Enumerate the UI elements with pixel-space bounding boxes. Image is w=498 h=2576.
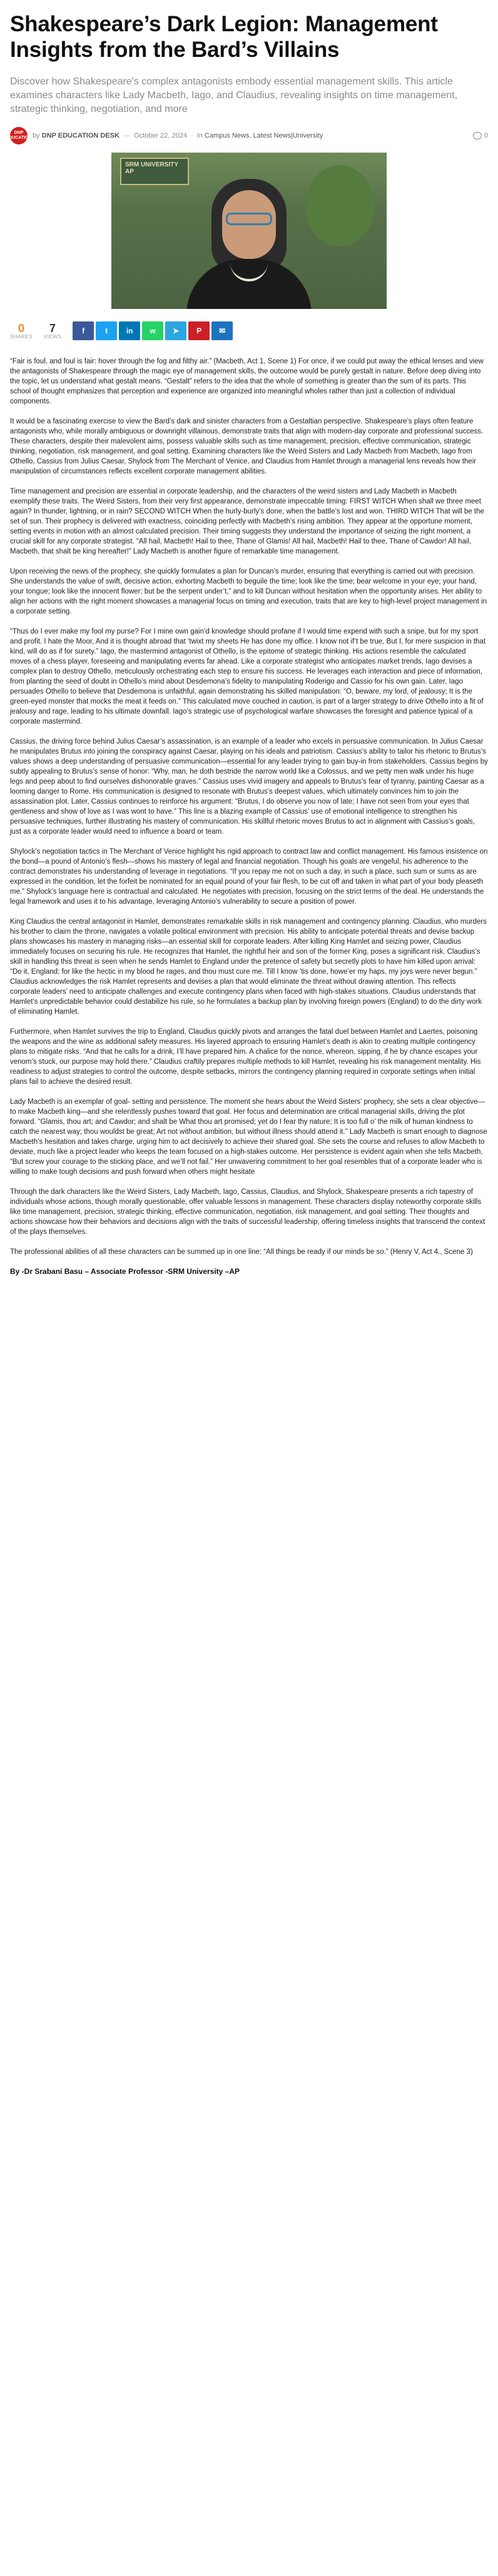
article-paragraph: Cassius, the driving force behind Julius Caesar’s assassination, is an example of a leader who excels in persuasive communication. In Julius Caesar he manipulates Brutus into joining the conspiracy against Caesar, playing on his ideals and patriotism. Cassius’s ability to tailor his rhetoric to Brutus’s values shows a deep understanding of persuasive communication—essential for any leader trying to gain buy-in from stakeholders. Cassius begins by subtly appealing to Brutus’s sense of honor: “Why, man, he doth bestride the narrow world like a Colossus, and we petty men walk under his huge legs and peep about to find ourselves dishonorable graves.” Cassius uses vivid imagery and appeals to Brutus’s fear of tyranny, painting Caesar as a looming danger to Rome. His communication is designed to resonate with Brutus’s deepest values, which ultimately convinces him to join the assassination plot. Later, Cassius continues to reinforce his argument: “Brutus, I do observe you now of late; I have not seen from your eyes that gentleness and show of love as I was wont to have.” This line is a blazing example of Cassius’ use of emotional intelligence to strengthen his persuasive techniques, further illustrating his mastery of communication. His skillful rhetoric moves Brutus to act in alignment with Cassius’s goals, just as a corporate leader would need to influence a board or team. [10,738,488,836]
facebook-share-button[interactable] [73,321,94,340]
article-paragraph: The professional abilities of all these characters can be summed up in one line: “All things be ready if our minds be so.” (Henry V, Act 4., Scene 3) [10,1248,473,1256]
whatsapp-icon: w [150,326,156,335]
article-paragraph: Lady Macbeth is an exemplar of goal- setting and persistence. The moment she hears about the Weird Sisters’ prophecy, she sets a clear objective—to make Macbeth king—and she relentlessly pushes toward that goal. Her focus and determination are critical managerial skills, driving the plot forward. “Glamis, thou art; and Cawdor; and shalt be What thou art promised; yet do I fear thy nature; It is too full o’ the milk of human kindness to catch the nearest way; thou wouldst be great; Art not without ambition, but without illness should attend it.” Lady Macbeth is smart enough to diagnose Macbeth’s hesitation and takes charge, urging him to act decisively to achieve their shared goal. She sets the course and refuses to allow Macbeth to deviate, much like a project leader who keeps the team focused on a high-stakes outcome. Her persistence is evident again when she tells Macbeth, “But screw your courage to the sticking place, and we’ll not fail.” Her unwavering commitment to her goal resembles that of a corporate leader who is willing to make tough decisions and push forward when others might hesitate [10,1098,487,1176]
featured-image [111,153,387,309]
article-paragraph: King Claudius the central antagonist in Hamlet, demonstrates remarkable skills in risk management and contingency planning. Claudius, who murders his brother to claim the throne, navigates a volatile political environment with precision. His ability to anticipate potential threats and devise backup plans showcases his mastery in managing risks—an essential skill for corporate leaders. After killing King Hamlet and seizing power, Claudius immediately focuses on securing his rule. He recognizes that Hamlet, the rightful heir and son of the former King, poses a significant risk. Claudius’s skill in handling this threat is seen when he sends Hamlet to England under the pretence of safety but secretly plots to have him killed upon arrival: “Do it, England; for like the hectic in my blood he rages, and thou must cure me. Till I know ’tis done, howe’er my haps, my joys were never begun.” Claudius acknowledges the risk Hamlet represents and devises a plan that would eliminate the threat without drawing attention. This reflects corporate leaders’ need to anticipate challenges and execute contingency plans when faced with high-stakes situations. Claudius understands that Hamlet’s unpredictable behavior could destabilize his rule, so he formulates a backup plan by involving foreign powers (England) to do the dirty work of eliminating Hamlet. [10,918,487,1016]
article-paragraph: Time management and precision are essential in corporate leadership, and the characters of the weird sisters and Lady Macbeth in Macbeth exemplify these traits. The Weird Sisters, from their very first appearance, demonstrate impeccable timing: FIRST WITCH When shall we three meet again? In thunder, lightning, or in rain? SECOND WITCH When the hurly-burly’s done, when the battle’s lost and won. THIRD WITCH That will be the set of sun. Their prophecy is delivered with exactness, coinciding perfectly with Macbeth’s rising ambition. They appear at the opportune moment, setting events in motion with an almost calculated precision. Their timing suggests they understand the importance of seizing the right moment, a crucial skill for any corporate strategist. “All hail, Macbeth! Hail to thee, Thane of Glamis! All hail, Macbeth! Hail to thee, Thane of Cawdor! All hail, Macbeth, that shalt be king hereafter!” Lady Macbeth is another figure of remarkable time management. [10,488,484,555]
author-link[interactable]: DNP EDUCATION DESK [41,132,119,139]
shares-label: SHARES [10,333,33,340]
pinterest-share-button[interactable] [188,321,210,340]
article-title: Shakespeare’s Dark Legion: Management Insights from the Bard’s Villains [10,12,438,62]
comments-link[interactable] [473,132,488,139]
tree-shape [305,165,374,246]
share-bar [10,319,488,343]
by-label: by [33,132,40,139]
bottom-spacer [10,1276,488,1287]
article-paragraph: “Thus do I ever make my fool my purse? For I mine own gain’d knowledge should profane if I would time expend with such a snipe, but for my sport and profit. I hate the Moor, And it is thought abroad that ’twixt my sheets He has done my office. I know not if’t be true, But I, for mere suspicion in that kind, will do as if for surety.” Iago, the mastermind antagonist of Othello, is the epitome of strategic thinking. His actions resemble the calculated moves of a chess player, foreseeing and manipulating events far ahead. Like a corporate strategist who anticipates market trends, Iago devises a complex plan to destroy Othello, meticulously orchestrating each step to ensure his success. He leverages each interaction and piece of information, from planting the seed of doubt in Othello’s mind about Desdemona’s fidelity to manipulating Roderigo and Cassio for his own gain. Later, Iago persuades Othello to believe that Desdemona is unfaithful, again demonstrating his skilled manipulation: “O, beware, my lord, of jealousy; It is the green-eyed monster that mocks the meat it feeds on.” This calculated move couched in caution, is part of a larger strategy to drive Othello into a fit of jealousy and rage, leading to his ultimate downfall. Iago’s strategic use of psychological warfare showcases the foresight and patience typical of a corporate mastermind. [10,628,486,725]
article-byline: By -Dr Srabani Basu – Associate Professor -SRM University –AP [10,1267,240,1276]
meta-separator: — [123,132,130,139]
whatsapp-share-button[interactable] [142,321,163,340]
telegram-share-button[interactable] [165,321,186,340]
portrait-glasses [226,213,272,225]
linkedin-share-button[interactable] [119,321,140,340]
article-meta [6,125,488,146]
email-share-button[interactable] [211,321,233,340]
linkedin-icon: in [126,326,133,335]
shares-count: 0 [18,321,24,335]
comment-icon [473,132,482,139]
article-paragraph: Through the dark characters like the Weird Sisters, Lady Macbeth, Iago, Cassius, Claudius, and Shylock, Shakespeare presents a rich tapestry of individuals whose actions, though morally questionable, offer valuable lessons in management. These characters display noteworthy corporate skills like time management, precision, strategic thinking, effective communication, negotiation, risk management, and goal setting. Their thoughts and actions showcase how their behaviors and decisions align with the traits of successful leadership, offering timeless insights that transcend the context of the plays themselves. [10,1188,485,1236]
pinterest-icon: P [196,326,202,335]
university-sign: SRM UNIVERSITY AP [120,158,189,185]
article-excerpt: Discover how Shakespeare's complex antagonists embody essential management skills. This article examines characters like Lady Macbeth, Iago, and Claudius, revealing insights on time management, strategic thinking, negotiation, and more [10,76,458,114]
share-buttons [73,321,235,340]
twitter-share-button[interactable] [96,321,117,340]
article-paragraph: Upon receiving the news of the prophecy, she quickly formulates a plan for Duncan’s murder, ensuring that everything is carried out with precision. She understands the value of swift, decisive action, exhorting Macbeth to beguile the time; look like the time; bear welcome in your eye; your hand, your tongue; look like the innocent flower; but be the serpent under’t,” and to kill Duncan without hesitation when the opportunity arises. Her ability to align her actions with the right moment showcases a managerial focus on timing and execution, traits that are key to high-level project management in a corporate setting. [10,568,487,615]
article-paragraph: “Fair is foul, and foul is fair: hover through the fog and filthy air.” (Macbeth, Act 1, Scene 1) For once, if we could put away the ethical lenses and view the antagonists of Shakespeare through the magic eye of management skills, the outcome would be purely gestalt in nature. Before deep diving into the topic, let us understand what gestalt means. “Gestalt” refers to the idea that the whole of something is greater than the sum of its parts. This school of thought emphasizes that perception and experience are organized into meaningful wholes rather than just a collection of individual components. [10,358,484,405]
shares-stat [10,323,33,340]
article-paragraph: Furthermore, when Hamlet survives the trip to England, Claudius quickly pivots and arranges the fatal duel between Hamlet and Laertes, poisoning the weapons and the wine as additional safety measures. His layered approach to ensuring Hamlet’s death is akin to creating multiple contingency plans to mitigate risks. “And that he calls for a drink, I’ll have prepared him. A chalice for the nonce, whereon, sipping, if he by chance escapes your venom’s stuck, our purpose may hold there.” Claudius craftily prepares multiple methods to kill Hamlet, revealing his risk management mentality. His readiness to adjust strategies to control the outcome, despite setbacks, mirrors the contingency planning required in corporate settings when initial plans fail to achieve the desired result. [10,1028,481,1086]
comments-count: 0 [484,132,488,139]
in-label: In [196,132,203,139]
article-body [10,356,488,1257]
twitter-icon: t [105,326,108,335]
article-container [0,0,498,1287]
views-stat [44,323,61,340]
views-label: VIEWS [43,333,62,340]
meta-separator: · [190,132,193,139]
article-paragraph: It would be a fascinating exercise to view the Bard’s dark and sinister characters from a Gestaltian perspective. Shakespeare’s plays often feature antagonists who, while morally ambiguous or downright villainous, demonstrate traits that align with modern-day corporate and professional success. These characters, despite their malevolent aims, possess valuable skills such as time management, precision, effective communication, strategic thinking, negotiation, risk management, and goal setting. Examining characters like the Weird Sisters and Lady Macbeth from Macbeth, Iago from Othello, Cassius from Julius Caesar, Shylock from The Merchant of Venice, and Claudius from Hamlet through a managerial lens reveals how their manipulation of circumstances reflects excellent corporate management abilities. [10,418,484,475]
facebook-icon: f [82,326,85,335]
article-paragraph: Shylock’s negotiation tactics in The Merchant of Venice highlight his rigid approach to contract law and conflict management. His famous insistence on the bond—a pound of Antonio’s flesh—shows his mastery of legal and financial negotiation. Though his goals are vengeful, his adherence to the contract demonstrates his understanding of leverage in negotiations. “If you repay me not on such a day, in such a place, such sum or sums as are expressed in the condition, let the forfeit be nominated for an equal pound of your fair flesh, to be cut off and taken in what part of your body pleaseth me.” Shylock’s language here is contractual and calculated. He negotiates with precision, focusing on the strict terms of the deal. He understands the legal framework and uses it to his advantage, leveraging Antonio’s vulnerability to secure a position of power. [10,848,488,906]
views-count: 7 [49,321,56,335]
telegram-icon: ➤ [173,326,180,335]
email-icon: ✉ [219,326,226,335]
publisher-logo[interactable]: DNP EDUCATION [10,127,28,144]
category-links[interactable]: Campus News, Latest News|University [204,132,323,139]
publish-date: October 22, 2024 [133,132,187,139]
